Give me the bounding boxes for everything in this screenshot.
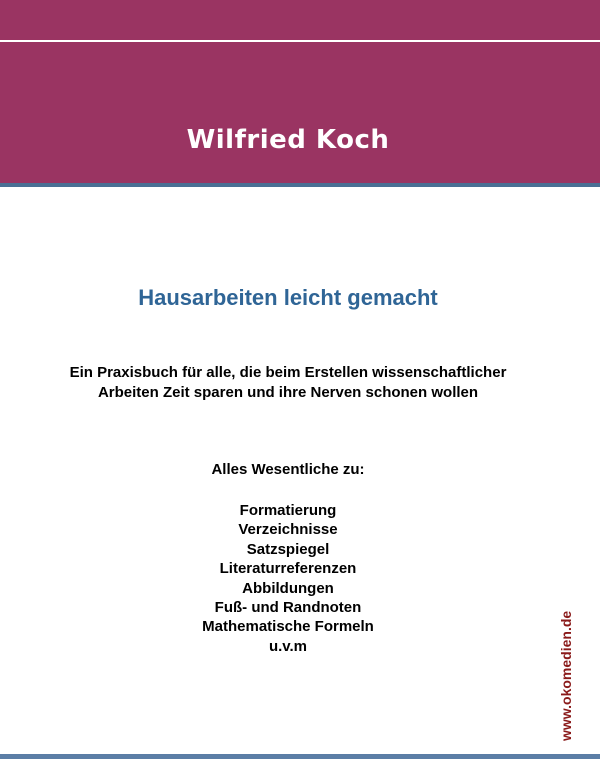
book-title: Hausarbeiten leicht gemacht bbox=[138, 285, 438, 310]
topics-list bbox=[0, 501, 576, 656]
topic-item: Abbildungen bbox=[242, 579, 334, 597]
topic-item: Verzeichnisse bbox=[238, 521, 338, 539]
author-name: Wilfried Koch bbox=[186, 125, 390, 155]
topics-intro: Alles Wesentliche zu: bbox=[211, 461, 365, 478]
header-divider-line bbox=[0, 40, 600, 42]
topic-item: Fuß- und Randnoten bbox=[214, 598, 362, 616]
topic-item: Formatierung bbox=[239, 502, 337, 519]
publisher-website: www.okomedien.de bbox=[558, 610, 574, 741]
header-bottom-rule bbox=[0, 183, 600, 187]
topic-item: Mathematische Formeln bbox=[202, 618, 374, 636]
book-subtitle: Ein Praxisbuch für alle, die beim Erstellen wissenschaftlicher Arbeiten Zeit sparen und ihre Nerven schonen wollen bbox=[69, 364, 507, 401]
topic-item: u.v.m bbox=[268, 637, 308, 655]
topic-item: Literaturreferenzen bbox=[219, 560, 357, 578]
footer-rule bbox=[0, 754, 600, 759]
topic-item: Satzspiegel bbox=[246, 540, 330, 558]
